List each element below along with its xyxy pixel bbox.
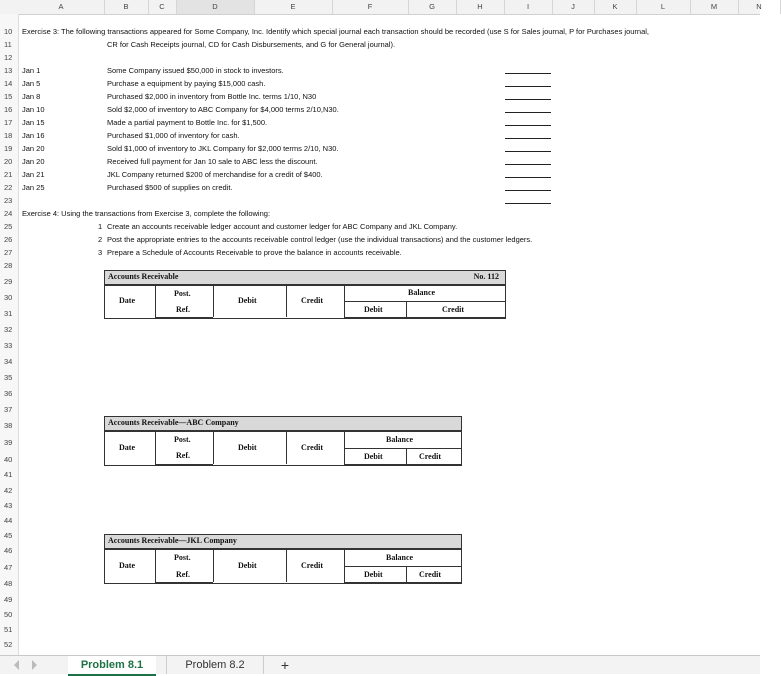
transaction-description: Received full payment for Jan 10 sale to ABC less the discount.: [107, 157, 318, 166]
transaction-description: Purchased $2,000 in inventory from Bottle Inc. terms 1/10, N30: [107, 92, 317, 101]
row-header[interactable]: 34: [4, 357, 13, 366]
step-number: 3: [98, 248, 103, 257]
step-text: Prepare a Schedule of Accounts Receivable to prove the balance in accounts receivable.: [107, 248, 402, 257]
ar-balance-credit-header: Credit: [442, 305, 465, 314]
row-header[interactable]: 26: [4, 235, 13, 244]
transaction-description: Made a partial payment to Bottle Inc. for $1,500.: [107, 118, 268, 127]
step-number: 2: [98, 235, 103, 244]
tab-problem-8-1[interactable]: Problem 8.1: [68, 656, 156, 676]
transaction-description: Purchased $500 of supplies on credit.: [107, 183, 233, 192]
row-header[interactable]: 39: [4, 438, 13, 447]
answer-blank-line[interactable]: [505, 73, 551, 74]
row-header[interactable]: 36: [4, 389, 13, 398]
exercise3-line1: Exercise 3: The following transactions appeared for Some Company, Inc. Identify which special journal each transaction should be recorded (use S for Sales journal, P for Purchases journal,: [22, 27, 650, 36]
column-header-i[interactable]: I: [526, 2, 530, 11]
row-header[interactable]: 46: [4, 546, 13, 555]
transaction-description: JKL Company returned $200 of merchandise for a credit of $400.: [107, 170, 323, 179]
row-header[interactable]: 32: [4, 325, 13, 334]
ar-ledger-number: No. 112: [473, 272, 499, 281]
row-header[interactable]: 11: [4, 40, 12, 49]
row-header[interactable]: 18: [4, 131, 13, 140]
jkl-date-header: Date: [119, 561, 135, 570]
transaction-date: Jan 15: [22, 118, 45, 127]
row-header[interactable]: 19: [4, 144, 13, 153]
column-header-b[interactable]: B: [123, 2, 129, 11]
answer-blank-line[interactable]: [505, 112, 551, 113]
transaction-description: Sold $1,000 of inventory to JKL Company for $2,000 terms 2/10, N30.: [107, 144, 339, 153]
transaction-date: Jan 20: [22, 157, 45, 166]
ar-balance-debit-header: Debit: [364, 305, 383, 314]
row-header[interactable]: 42: [4, 486, 13, 495]
jkl-balance-debit-header: Debit: [364, 570, 383, 579]
abc-ref-header: Ref.: [176, 451, 190, 460]
row-header[interactable]: 10: [4, 27, 13, 36]
exercise3-line2: CR for Cash Receipts journal, CD for Cash Disbursements, and G for General journal).: [107, 40, 396, 49]
column-header-bar: [0, 0, 760, 15]
abc-balance-header: Balance: [386, 435, 414, 444]
jkl-ledger-title: Accounts Receivable—JKL Company: [108, 536, 237, 545]
column-header-e[interactable]: E: [290, 2, 296, 11]
transaction-date: Jan 25: [22, 183, 45, 192]
row-header[interactable]: 52: [4, 640, 13, 649]
row-header[interactable]: 20: [4, 157, 13, 166]
abc-date-header: Date: [119, 443, 135, 452]
jkl-post-header: Post.: [174, 553, 191, 562]
column-header-k[interactable]: K: [612, 2, 618, 11]
row-header[interactable]: 48: [4, 579, 13, 588]
answer-blank-line[interactable]: [505, 164, 551, 165]
row-header[interactable]: 40: [4, 455, 13, 464]
column-header-n[interactable]: N: [756, 2, 762, 11]
ar-ledger-title: Accounts Receivable: [108, 272, 179, 281]
row-header[interactable]: 16: [4, 105, 13, 114]
step-text: Post the appropriate entries to the accounts receivable control ledger (use the individual transactions) and the customer ledgers.: [107, 235, 533, 244]
answer-blank-line[interactable]: [505, 151, 551, 152]
column-header-l[interactable]: L: [660, 2, 666, 11]
ar-credit-header: Credit: [301, 296, 324, 305]
step-number: 1: [98, 222, 103, 231]
row-header[interactable]: 47: [4, 563, 13, 572]
column-header-h[interactable]: H: [477, 2, 483, 11]
transaction-date: Jan 8: [22, 92, 41, 101]
column-header-j[interactable]: J: [571, 2, 575, 11]
abc-post-header: Post.: [174, 435, 191, 444]
jkl-ref-header: Ref.: [176, 570, 190, 579]
row-header[interactable]: 43: [4, 501, 13, 510]
ar-debit-header: Debit: [238, 296, 257, 305]
scroll-tabs-left-icon[interactable]: [14, 660, 19, 670]
transaction-date: Jan 5: [22, 79, 41, 88]
row-header[interactable]: 29: [4, 277, 13, 286]
column-header-a[interactable]: A: [58, 2, 64, 11]
abc-credit-header: Credit: [301, 443, 324, 452]
transaction-date: Jan 10: [22, 105, 45, 114]
transaction-description: Purchased $1,000 of inventory for cash.: [107, 131, 240, 140]
row-header[interactable]: 23: [4, 196, 13, 205]
row-header[interactable]: 37: [4, 405, 13, 414]
abc-balance-credit-header: Credit: [419, 452, 442, 461]
tab-problem-8-2[interactable]: Problem 8.2: [166, 656, 264, 674]
row-header[interactable]: 27: [4, 248, 13, 257]
ar-date-header: Date: [119, 296, 135, 305]
answer-blank-line[interactable]: [505, 99, 551, 100]
transaction-description: Sold $2,000 of inventory to ABC Company for $4,000 terms 2/10,N30.: [107, 105, 339, 114]
column-header-m[interactable]: M: [710, 2, 718, 11]
add-sheet-button[interactable]: +: [280, 657, 290, 673]
row-header[interactable]: 50: [4, 610, 13, 619]
row-header[interactable]: 33: [4, 341, 13, 350]
row-header[interactable]: 31: [4, 309, 13, 318]
row-header[interactable]: 15: [4, 92, 13, 101]
step-text: Create an accounts receivable ledger account and customer ledger for ABC Company and JKL Company.: [107, 222, 458, 231]
row-header[interactable]: 21: [4, 170, 13, 179]
scroll-tabs-right-icon[interactable]: [32, 660, 37, 670]
row-header[interactable]: 30: [4, 293, 13, 302]
row-header[interactable]: 49: [4, 595, 13, 604]
row-header[interactable]: 13: [4, 66, 13, 75]
abc-balance-debit-header: Debit: [364, 452, 383, 461]
transaction-date: Jan 16: [22, 131, 45, 140]
row-header[interactable]: 28: [4, 261, 13, 270]
row-header[interactable]: 38: [4, 421, 13, 430]
jkl-balance-credit-header: Credit: [419, 570, 442, 579]
row-header[interactable]: 51: [4, 625, 13, 634]
ar-ref-header: Ref.: [176, 305, 190, 314]
transaction-description: Purchase a equipment by paying $15,000 cash.: [107, 79, 266, 88]
jkl-debit-header: Debit: [238, 561, 257, 570]
row-header[interactable]: 44: [4, 516, 13, 525]
row-header[interactable]: 17: [4, 118, 13, 127]
transaction-description: Some Company issued $50,000 in stock to investors.: [107, 66, 284, 75]
answer-blank-line[interactable]: [505, 86, 551, 87]
transaction-date: Jan 1: [22, 66, 41, 75]
row-header[interactable]: 35: [4, 373, 13, 382]
row-header[interactable]: 45: [4, 531, 13, 540]
transaction-date: Jan 20: [22, 144, 45, 153]
row-header[interactable]: 24: [4, 209, 13, 218]
sheet-tab-bar: [0, 655, 760, 674]
answer-blank-line[interactable]: [505, 190, 551, 191]
abc-ledger-title: Accounts Receivable—ABC Company: [108, 418, 239, 427]
transaction-date: Jan 21: [22, 170, 45, 179]
column-header-f[interactable]: F: [367, 2, 373, 11]
row-header[interactable]: 25: [4, 222, 13, 231]
row-header[interactable]: 41: [4, 470, 13, 479]
column-header-c[interactable]: C: [159, 2, 165, 11]
exercise4-title: Exercise 4: Using the transactions from Exercise 3, complete the following:: [22, 209, 271, 218]
answer-blank-line[interactable]: [505, 177, 551, 178]
column-header-d[interactable]: D: [212, 2, 218, 11]
answer-blank-line[interactable]: [505, 125, 551, 126]
row-header[interactable]: 22: [4, 183, 13, 192]
jkl-credit-header: Credit: [301, 561, 324, 570]
column-header-g[interactable]: G: [429, 2, 435, 11]
row-header[interactable]: 14: [4, 79, 13, 88]
answer-blank-line[interactable]: [505, 138, 551, 139]
abc-debit-header: Debit: [238, 443, 257, 452]
jkl-balance-header: Balance: [386, 553, 414, 562]
answer-blank-line[interactable]: [505, 203, 551, 204]
row-header-bar: [0, 14, 19, 655]
ar-balance-header: Balance: [408, 288, 436, 297]
row-header[interactable]: 12: [4, 53, 13, 62]
ar-post-header: Post.: [174, 289, 191, 298]
